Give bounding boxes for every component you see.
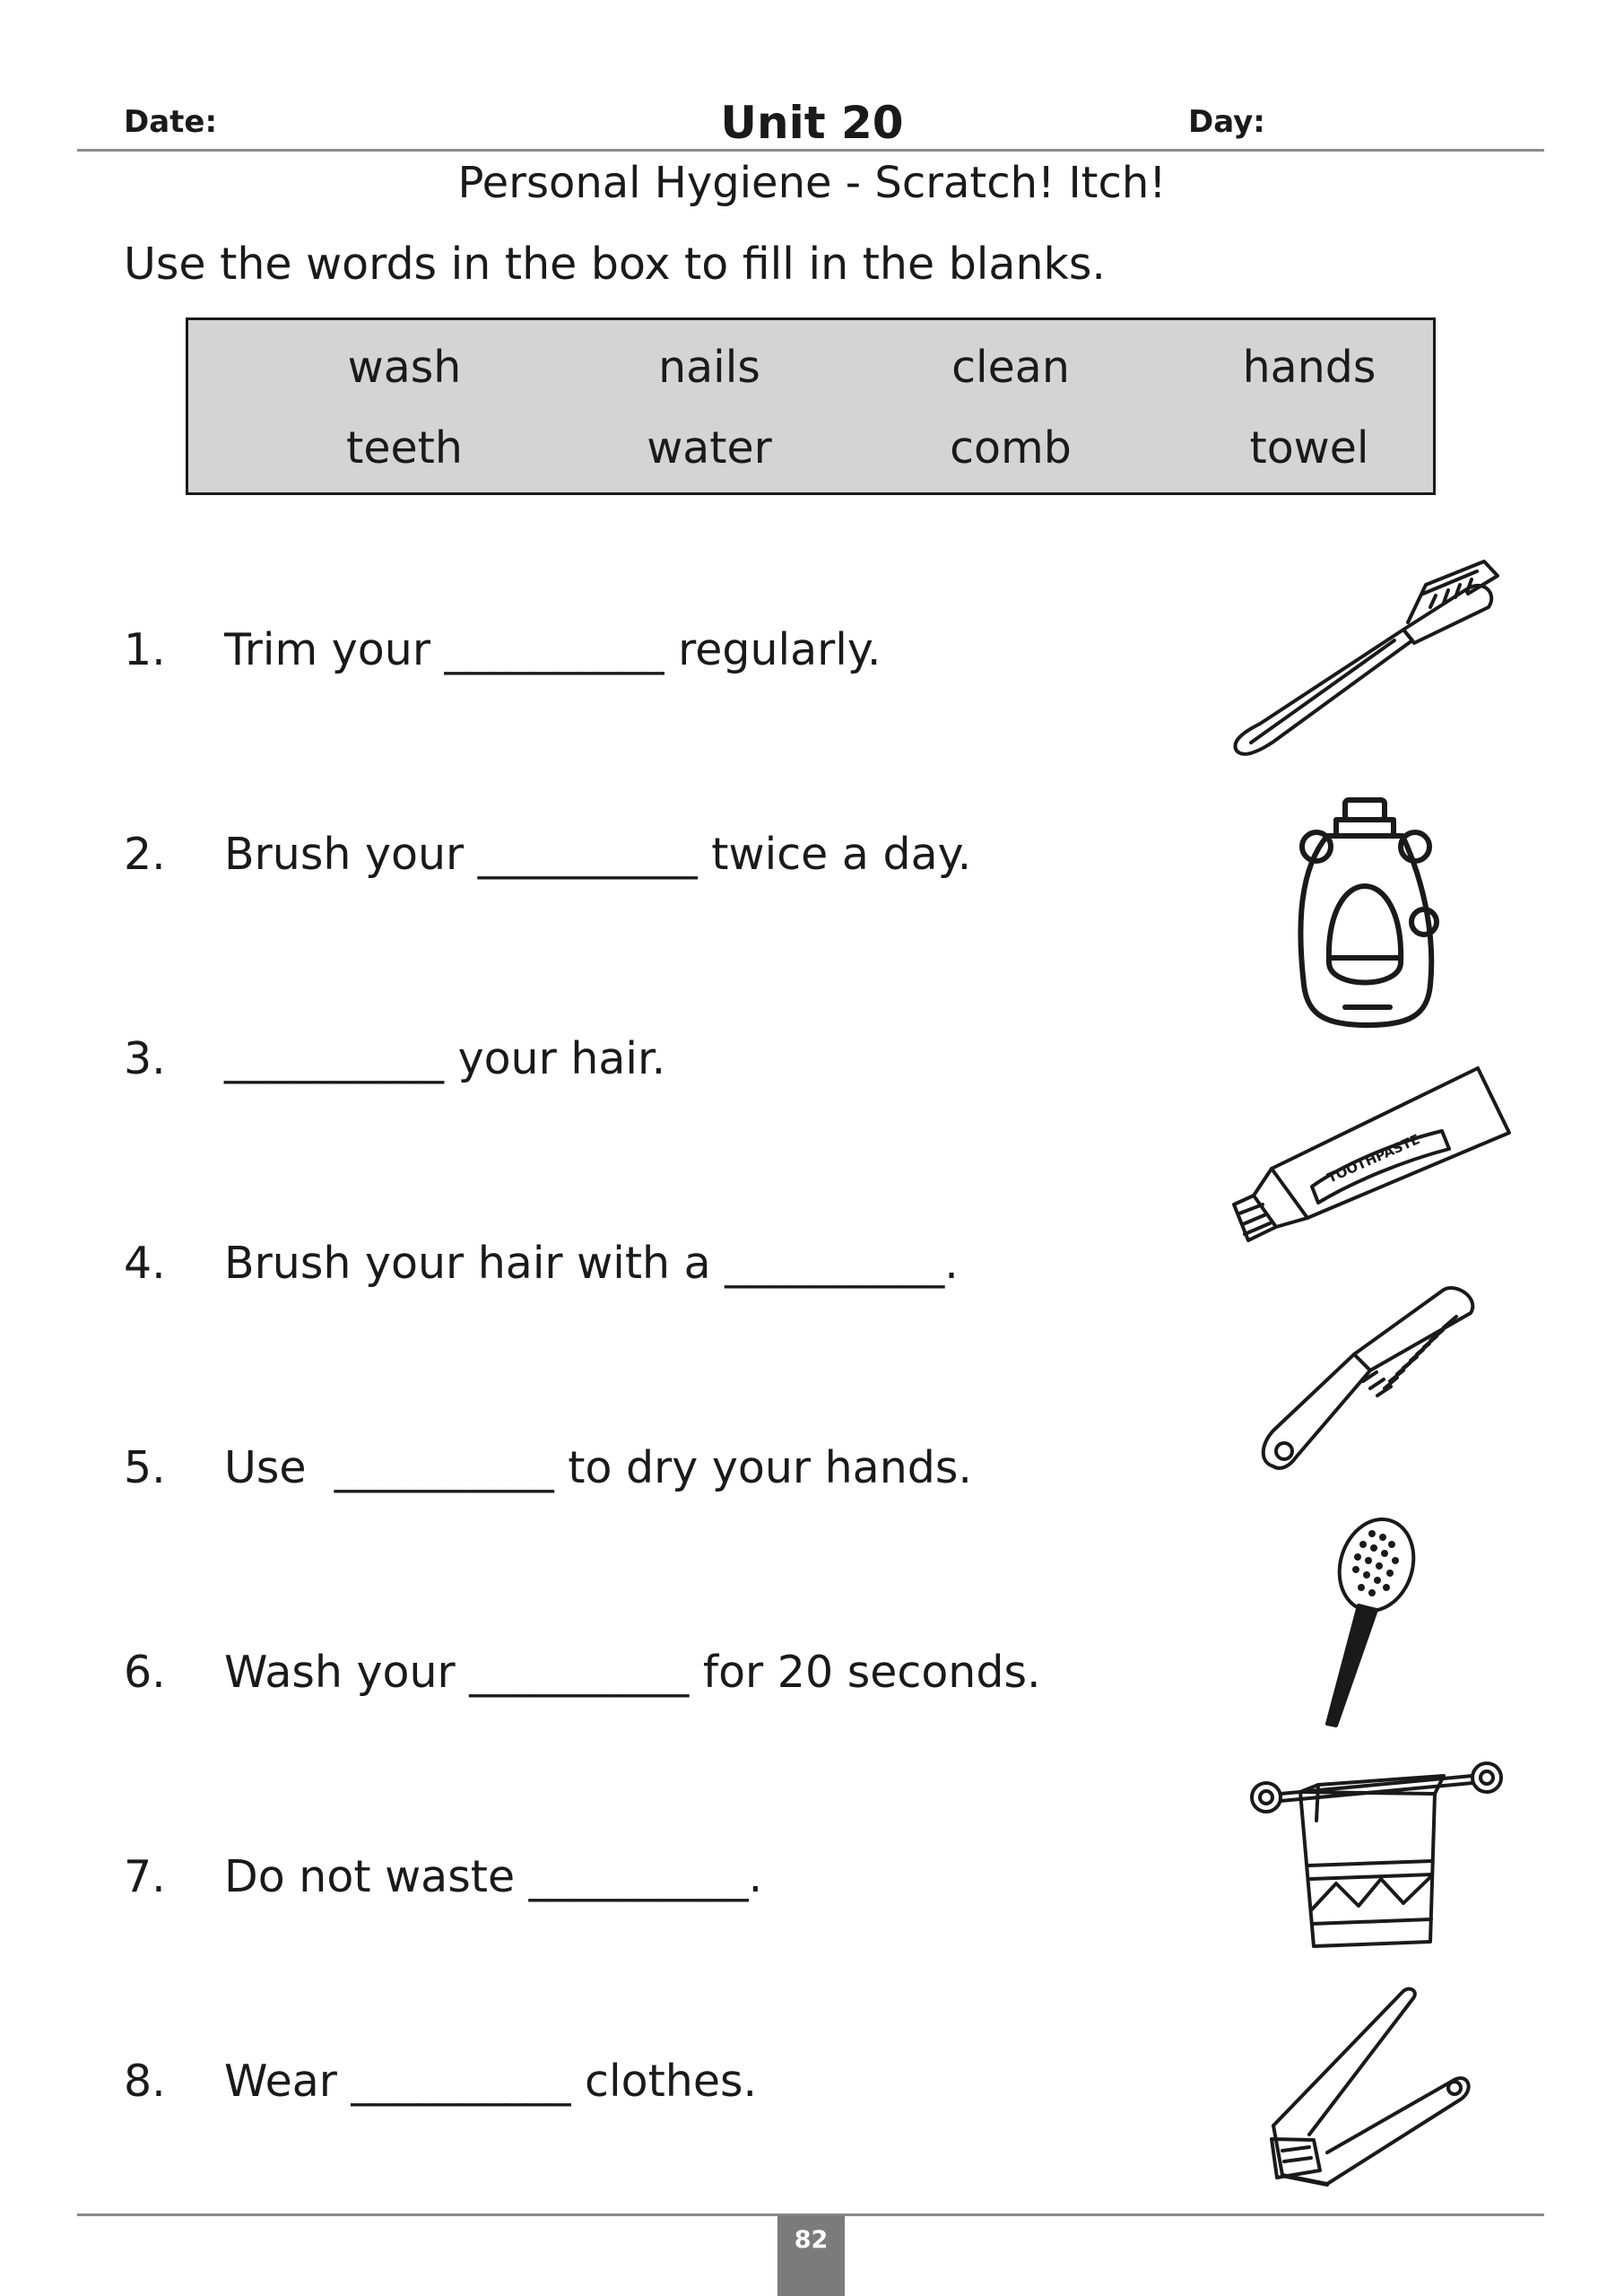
word-box bbox=[186, 317, 1436, 495]
question-text: Brush your __________ twice a day. bbox=[224, 829, 972, 880]
question-number: 3. bbox=[124, 1033, 166, 1084]
nail-clipper-icon bbox=[1255, 1982, 1480, 2188]
question-text: Use __________ to dry your hands. bbox=[224, 1442, 972, 1493]
page-number: 82 bbox=[777, 2215, 845, 2296]
word-bank-item: water bbox=[647, 422, 772, 474]
word-bank-item: clean bbox=[951, 342, 1070, 393]
towel-icon bbox=[1246, 1758, 1507, 1955]
question-text: Do not waste __________. bbox=[224, 1851, 763, 1902]
toothpaste-label: TOOTHPASTE bbox=[1324, 1131, 1423, 1187]
hairbrush-icon bbox=[1309, 1516, 1426, 1731]
question-number: 5. bbox=[124, 1442, 166, 1493]
date-label: Date: bbox=[124, 104, 218, 140]
question-number: 2. bbox=[124, 829, 166, 880]
word-bank-item: hands bbox=[1242, 342, 1376, 393]
word-bank-item: teeth bbox=[346, 422, 463, 474]
question-number: 1. bbox=[124, 624, 166, 675]
question-number: 7. bbox=[124, 1851, 166, 1902]
question-text: Brush your hair with a __________. bbox=[224, 1238, 959, 1289]
question-number: 4. bbox=[124, 1238, 166, 1289]
instructions: Use the words in the box to fill in the blanks. bbox=[124, 239, 1106, 290]
word-bank-item: comb bbox=[950, 422, 1072, 474]
toothpaste-icon bbox=[1227, 1061, 1514, 1258]
header-rule bbox=[77, 149, 1544, 152]
word-bank-item: nails bbox=[658, 342, 760, 393]
question-text: Wash your __________ for 20 seconds. bbox=[224, 1647, 1041, 1698]
day-label: Day: bbox=[1188, 104, 1265, 140]
question-text: Trim your __________ regularly. bbox=[224, 624, 881, 675]
question-number: 6. bbox=[124, 1647, 166, 1698]
comb-icon bbox=[1255, 1283, 1489, 1480]
question-text: __________ your hair. bbox=[224, 1033, 666, 1084]
subtitle: Personal Hygiene - Scratch! Itch! bbox=[457, 158, 1167, 208]
question-number: 8. bbox=[124, 2056, 166, 2107]
unit-title: Unit 20 bbox=[720, 97, 904, 149]
soap-bottle-icon bbox=[1291, 796, 1444, 1031]
question-text: Wear __________ clothes. bbox=[224, 2056, 758, 2107]
word-bank-item: towel bbox=[1249, 422, 1369, 474]
toothbrush-icon bbox=[1224, 558, 1511, 764]
word-bank-item: wash bbox=[347, 342, 462, 393]
